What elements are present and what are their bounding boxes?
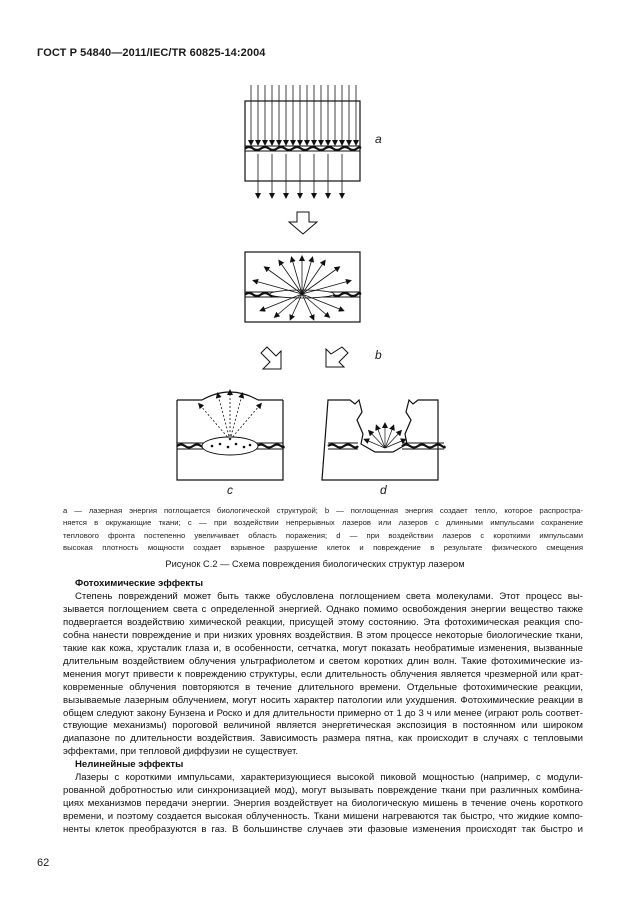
section-heading: Фотохимические эффекты bbox=[75, 578, 204, 589]
legend-line: няется в окружающие ткани; c — при воздействии непрерывных лазеров или лазеров с длинными импульсами сохранение bbox=[63, 518, 583, 528]
legend-line: высокая плотность мощности создает взрывное разрушение клеток и повреждение в результате физического смещения bbox=[63, 542, 583, 552]
label-a: a bbox=[375, 132, 382, 146]
block-arrow-left-icon bbox=[261, 347, 281, 369]
panel-d bbox=[322, 400, 445, 480]
paragraph-line: циях механизмов передачи энергии. Энергия воздействует на биологическую мишень в течение очень короткого bbox=[63, 798, 583, 810]
paragraph-line: собна нанести повреждение и при низких уровнях воздействия. В этом процессе некоторые биологические ткани, bbox=[63, 629, 583, 641]
paragraph-line: длительным воздействием облучения ультрафиолетом и светом коротких длин волн. Такие фотохимические из- bbox=[63, 655, 583, 667]
document-header: ГОСТ Р 54840—2011/IEC/TR 60825-14:2004 bbox=[37, 47, 266, 59]
paragraph-line: общем следуют закону Бунзена и Роско и для длительности примерно от 1 до 3 ч или менее (играют роль соответ- bbox=[63, 707, 583, 719]
section-photochemical bbox=[63, 578, 583, 837]
paragraph-line: подвергается воздействию химической реакции, присущей этому состоянию. Эта фотохимическая реакция спо- bbox=[63, 616, 583, 628]
section-heading: Нелинейные эффекты bbox=[75, 759, 184, 771]
page-number: 62 bbox=[37, 857, 50, 869]
paragraph-line: времени, и поэтому создается высокая облученность. Ткани мишени нагреваются так быстро, что жидкие компо- bbox=[63, 811, 583, 823]
figure-legend bbox=[63, 505, 583, 554]
paragraph-line: зывается поглощением света с определенной энергией. Однако помимо освобождения энергии вещество также bbox=[63, 603, 583, 615]
legend-line: a — лазерная энергия поглощается биологической структурой; b — поглощенная энергия создает тепло, которое распростра- bbox=[63, 506, 583, 515]
paragraph-line: ненты клеток преобразуются в газ. В большинстве случаев эти фазовые изменения происходят так быстро и bbox=[63, 824, 583, 836]
paragraph-line: диапазоне по длительности воздействия. Зависимость размера пятна, как происходит в случаях с тепловыми bbox=[63, 733, 583, 745]
label-b: b bbox=[375, 348, 382, 362]
paragraph-line: менения могут привести к повреждению структуры, если длительность облучения является чрезмерной или крат- bbox=[63, 668, 583, 680]
figure-caption: Рисунок С.2 — Схема повреждения биологических структур лазером bbox=[165, 559, 465, 569]
paragraph-line: Лазеры с короткими импульсами, характеризующиеся высокой пиковой мощностью (например, с модули- bbox=[75, 772, 583, 784]
label-c: c bbox=[227, 483, 233, 497]
paragraph-line: ствующие механизмы) пороговой величиной является энергетическая экспозиция в постоянном или широком bbox=[63, 720, 583, 732]
panel-a bbox=[245, 85, 360, 196]
panel-c bbox=[177, 392, 284, 480]
paragraph-line: рованной добротностью или синхронизацией мод), могут вызывать повреждение ткани при различных комбина- bbox=[63, 785, 583, 797]
label-d: d bbox=[380, 483, 387, 497]
paragraph-line: эффектами, при тепловой диффузии не существует. bbox=[63, 746, 298, 758]
panel-b bbox=[245, 252, 360, 322]
legend-line: теплового фронта постепенно увеличивает область поражения; d — при воздействии лазеров с короткими импульсами bbox=[63, 530, 583, 540]
block-arrow-right-icon bbox=[326, 347, 348, 367]
paragraph-line: Степень повреждений может быть также обусловлена поглощением света молекулами. Этот процесс вы- bbox=[75, 590, 583, 602]
paragraph-line: такие как кожа, хрусталик глаза и, в особенности, сетчатка, могут показать необратимые изменения, вызванные bbox=[63, 642, 583, 654]
block-arrow-down-icon bbox=[289, 212, 317, 234]
paragraph-line: вызываемые лазерным облучением, могут носить характер патологии или ухудшения. Фотохимические реакции в bbox=[63, 694, 583, 706]
paragraph-line: ковременные облучения повторяются в течение длительного времени. Отдельные фотохимические реакции, bbox=[63, 681, 583, 693]
